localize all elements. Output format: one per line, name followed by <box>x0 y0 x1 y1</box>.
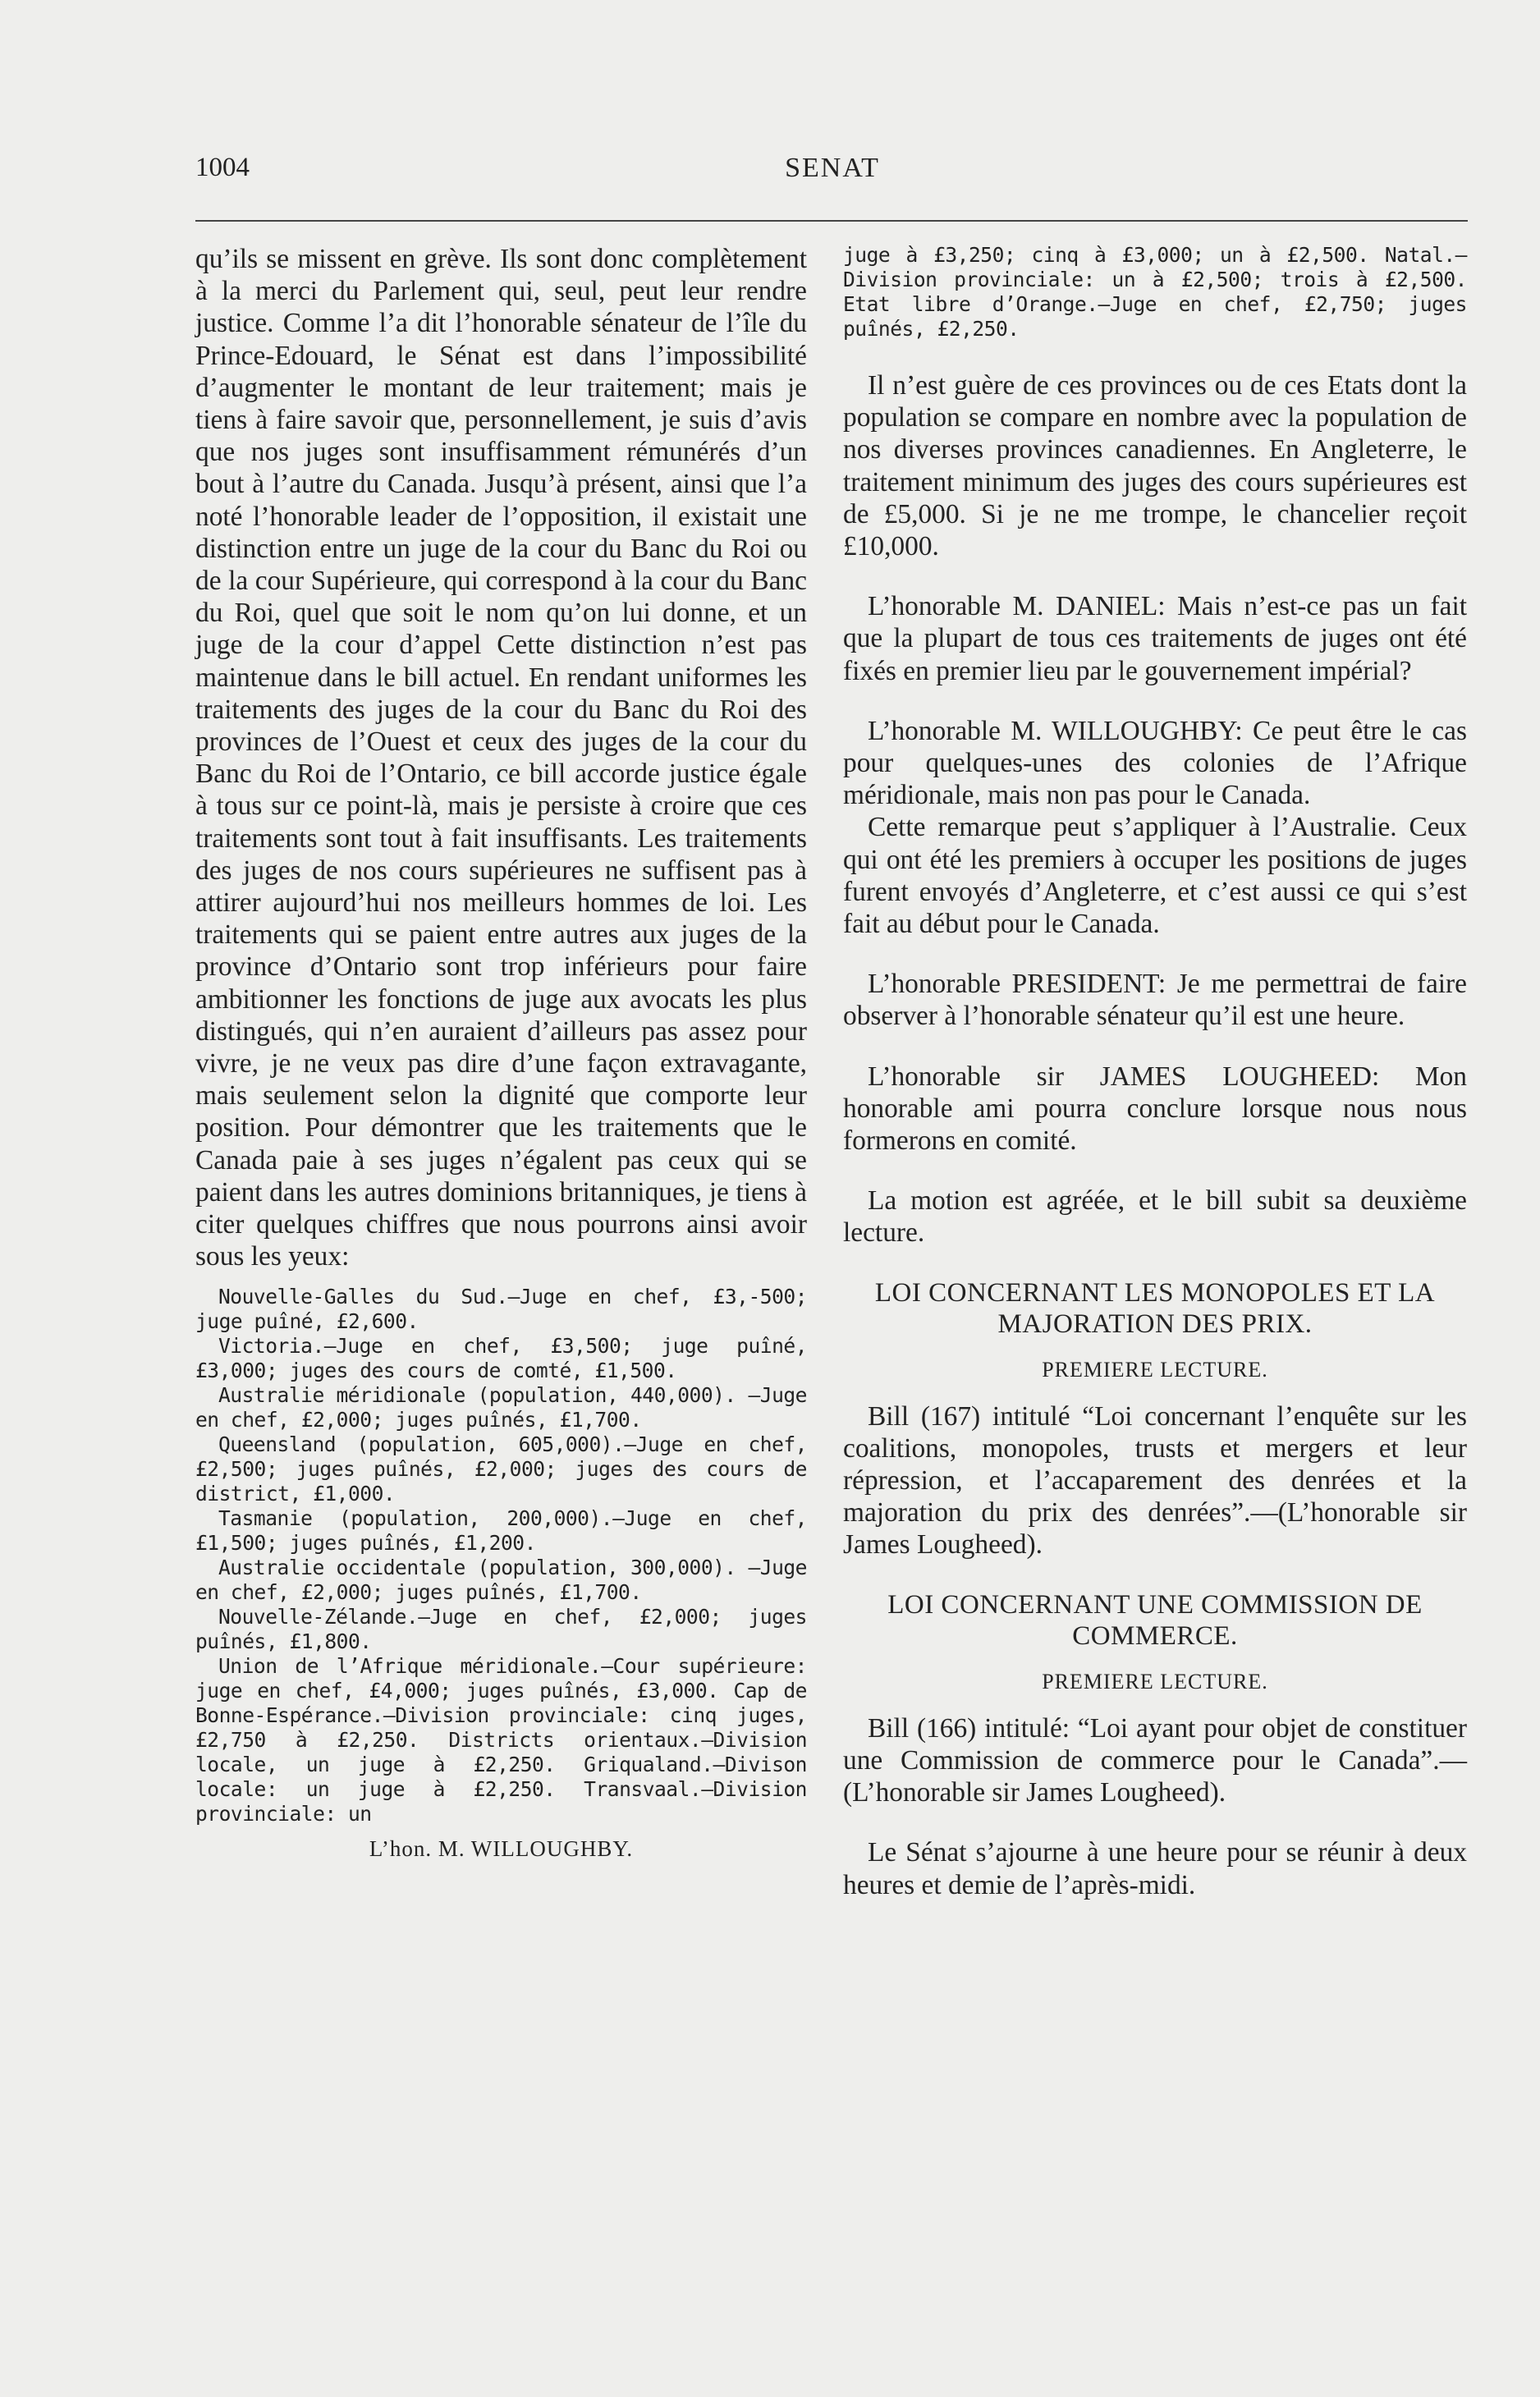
quote-signature: L’hon. M. WILLOUGHBY. <box>369 1836 634 1861</box>
speech-paragraph: L’honorable PRESIDENT: Je me permettrai de faire observer à l’honorable sénateur qu’il est une heure. <box>843 969 1467 1032</box>
section-heading: LOI CONCERNANT LES MONOPOLES ET LA MAJORATION DES PRIX. <box>874 1277 1436 1339</box>
section-subheading: PREMIERE LECTURE. <box>1042 1669 1268 1693</box>
salary-entry: Union de l’Afrique méridionale.—Cour supérieure: juge en chef, £4,000; juges puînés, £3,000. Cap de Bonne-Espérance.—Division provinciale: cinq juges, £2,750 à £2,250. Districts orientaux.—Division locale, un juge à £2,250. Griqualand.—Divison locale: un juge à £2,250. Transvaal.—Division provinciale: un <box>195 1653 807 1826</box>
salary-entry: Nouvelle-Galles du Sud.—Juge en chef, £3,-500; juge puîné, £2,600. <box>195 1284 807 1333</box>
salary-entry: Australie occidentale (population, 300,000). —Juge en chef, £2,000; juges puînés, £1,700. <box>195 1555 807 1604</box>
speech-paragraph: Cette remarque peut s’appliquer à l’Australie. Ceux qui ont été les premiers à occuper les positions de juges furent envoyés d’Angleterre, et c’est aussi ce qui s’est fait au début pour le Canada. <box>843 812 1467 940</box>
speech-paragraph: La motion est agréée, et le bill subit sa deuxième lecture. <box>843 1185 1467 1249</box>
speech-paragraph: qu’ils se missent en grève. Ils sont donc complètement à la merci du Parlement qui, seul, peut leur rendre justice. Comme l’a dit l’honorable sénateur de l’île du Prince-Edouard, le Sénat est dans l’impossibilité d’augmenter le montant de leur traitement; mais je tiens à faire savoir que, personnellement, je suis d’avis que nos juges sont insuffisamment rémunérés d’un bout à l’autre du Canada. Jusqu’à présent, ainsi que l’a noté l’honorable leader de l’opposition, il existait une distinction entre un juge de la cour du Banc du Roi ou de la cour Supérieure, qui correspond à la cour du Banc du Roi, quel que soit le nom qu’on lui donne, et un juge de la cour d’appel Cette distinction n’est pas maintenue dans le bill actuel. En rendant uniformes les traitements des juges de la cour du Banc du Roi des provinces de l’Ouest et ceux des juges de la cour du Banc du Roi de l’Ontario, ce bill accorde justice égale à tous sur ce point-là, mais je persiste à croire que ces traitements sont tout à fait insuffisants. Les traitements des juges de nos cours supérieures ne suffisent pas à attirer aujourd’hui nos meilleurs hommes de loi. Les traitements qui se paient entre autres aux juges de la province d’Ontario sont trop inférieurs pour faire ambitionner les fonctions de juge aux avocats les plus distingués, qui n’en auraient d’ailleurs pas assez pour vivre, je ne veux pas dire d’une façon extravagante, mais seulement selon la dignité que comporte leur position. Pour démontrer que les traitements que le Canada paie à ses juges n’égalent pas ceux qui se paient dans les autres dominions britanniques, je tiens à citer quelques chiffres que nous pourrons ainsi avoir sous les yeux: <box>195 244 807 1272</box>
salary-entry: Nouvelle-Zélande.—Juge en chef, £2,000; juges puînés, £1,800. <box>195 1604 807 1653</box>
right-column <box>843 243 1467 1901</box>
speech-paragraph: Il n’est guère de ces provinces ou de ces Etats dont la population se compare en nombre avec la population de nos diverses provinces canadiennes. En Angleterre, le traitement minimum des juges des cours supérieures est de £5,000. Si je ne me trompe, le chancelier reçoit £10,000. <box>843 370 1467 562</box>
page-header <box>195 153 1469 190</box>
salary-entry-continued: juge à £3,250; cinq à £3,000; un à £2,500. Natal.—Division provinciale: un à £2,500; trois à £2,500. Etat libre d’Orange.—Juge en chef, £2,750; juges puînés, £2,250. <box>843 243 1467 341</box>
header-rule <box>195 220 1468 222</box>
bill-paragraph: Bill (166) intitulé: “Loi ayant pour objet de constituer une Commission de commerce pour le Canada”.—(L’honorable sir James Lougheed). <box>843 1712 1467 1808</box>
salary-entry: Tasmanie (population, 200,000).—Juge en chef, £1,500; juges puînés, £1,200. <box>195 1506 807 1555</box>
speech-paragraph: L’honorable M. DANIEL: Mais n’est-ce pas un fait que la plupart de tous ces traitements de juges ont été fixés en premier lieu par le gouvernement impérial? <box>843 591 1467 686</box>
salary-entry: Queensland (population, 605,000).—Juge en chef, £2,500; juges puînés, £2,000; juges des cours de district, £1,000. <box>195 1432 807 1506</box>
adjournment-paragraph: Le Sénat s’ajourne à une heure pour se réunir à deux heures et demie de l’après-midi. <box>843 1837 1467 1900</box>
speech-paragraph: L’honorable sir JAMES LOUGHEED: Mon honorable ami pourra conclure lorsque nous nous formerons en comité. <box>843 1061 1467 1157</box>
speech-paragraph: L’honorable M. WILLOUGHBY: Ce peut être le cas pour quelques-unes des colonies de l’Afrique méridionale, mais non pas pour le Canada. <box>843 715 1467 811</box>
salary-entry: Australie méridionale (population, 440,000). —Juge en chef, £2,000; juges puînés, £1,700. <box>195 1382 807 1432</box>
running-title: SENAT <box>785 153 880 183</box>
left-column <box>195 243 807 1862</box>
bill-paragraph: Bill (167) intitulé “Loi concernant l’enquête sur les coalitions, monopoles, trusts et mergers et leur répression, et l’accaparement des denrées et la majoration du prix des denrées”.—(L’honorable sir James Lougheed). <box>843 1400 1467 1561</box>
page-number: 1004 <box>195 153 250 182</box>
section-subheading: PREMIERE LECTURE. <box>1042 1357 1268 1382</box>
section-heading: LOI CONCERNANT UNE COMMISSION DE COMMERCE. <box>887 1589 1423 1651</box>
salary-entry: Victoria.—Juge en chef, £3,500; juge puîné, £3,000; juges des cours de comté, £1,500. <box>195 1333 807 1382</box>
